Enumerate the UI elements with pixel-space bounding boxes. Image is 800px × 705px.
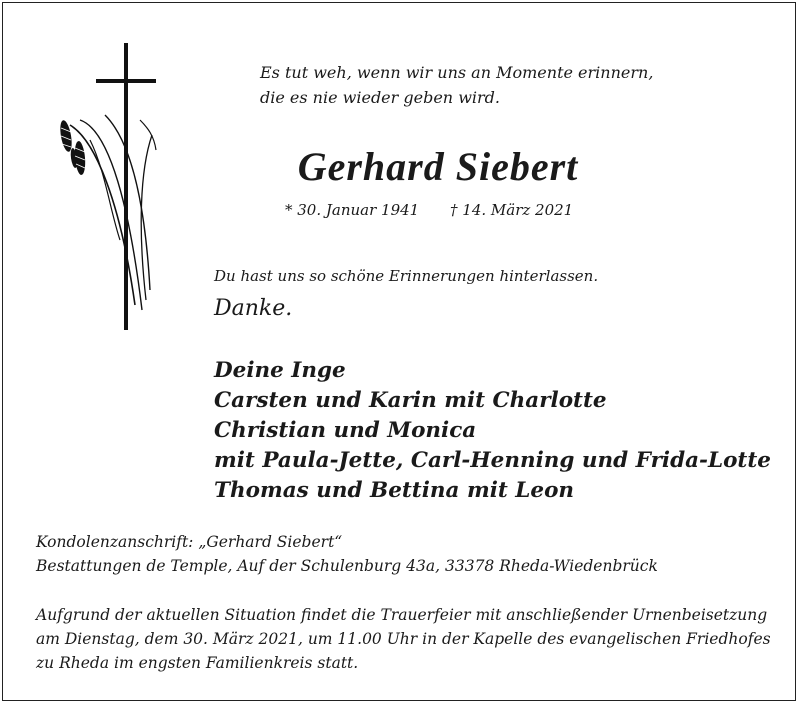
deceased-name: Gerhard Siebert bbox=[297, 144, 579, 189]
cross-with-wheat-icon bbox=[50, 40, 170, 340]
condolence-line-1: Kondolenzanschrift: „Gerhard Siebert“ bbox=[36, 533, 343, 551]
family-member: mit Paula-Jette, Carl-Henning und Frida-Lotte bbox=[214, 448, 771, 473]
notice-line-3: zu Rheda im engsten Familienkreis statt. bbox=[36, 654, 359, 672]
life-dates bbox=[285, 201, 599, 219]
thanks-text: Danke. bbox=[214, 296, 293, 321]
notice-line-2: am Dienstag, dem 30. März 2021, um 11.00 Uhr in der Kapelle des evangelischen Friedhofes bbox=[36, 630, 771, 648]
quote-line-1: Es tut weh, wenn wir uns an Momente erinnern, bbox=[260, 63, 654, 82]
family-member: Carsten und Karin mit Charlotte bbox=[214, 388, 607, 413]
condolence-line-2: Bestattungen de Temple, Auf der Schulenburg 43a, 33378 Rheda-Wiedenbrück bbox=[36, 557, 658, 575]
birth-date: * 30. Januar 1941 bbox=[285, 201, 420, 219]
family-member: Christian und Monica bbox=[214, 418, 477, 443]
death-date: † 14. März 2021 bbox=[450, 201, 574, 219]
memories-line: Du hast uns so schöne Erinnerungen hinterlassen. bbox=[214, 267, 599, 285]
notice-line-1: Aufgrund der aktuellen Situation findet die Trauerfeier mit anschließender Urnenbeisetzung bbox=[36, 606, 768, 624]
family-member: Thomas und Bettina mit Leon bbox=[214, 478, 575, 503]
quote-line-2: die es nie wieder geben wird. bbox=[260, 88, 500, 107]
funeral-notice bbox=[36, 603, 796, 675]
memorial-quote bbox=[260, 60, 653, 110]
family-list bbox=[214, 356, 771, 506]
condolence-address bbox=[36, 530, 658, 578]
family-member: Deine Inge bbox=[214, 358, 346, 383]
